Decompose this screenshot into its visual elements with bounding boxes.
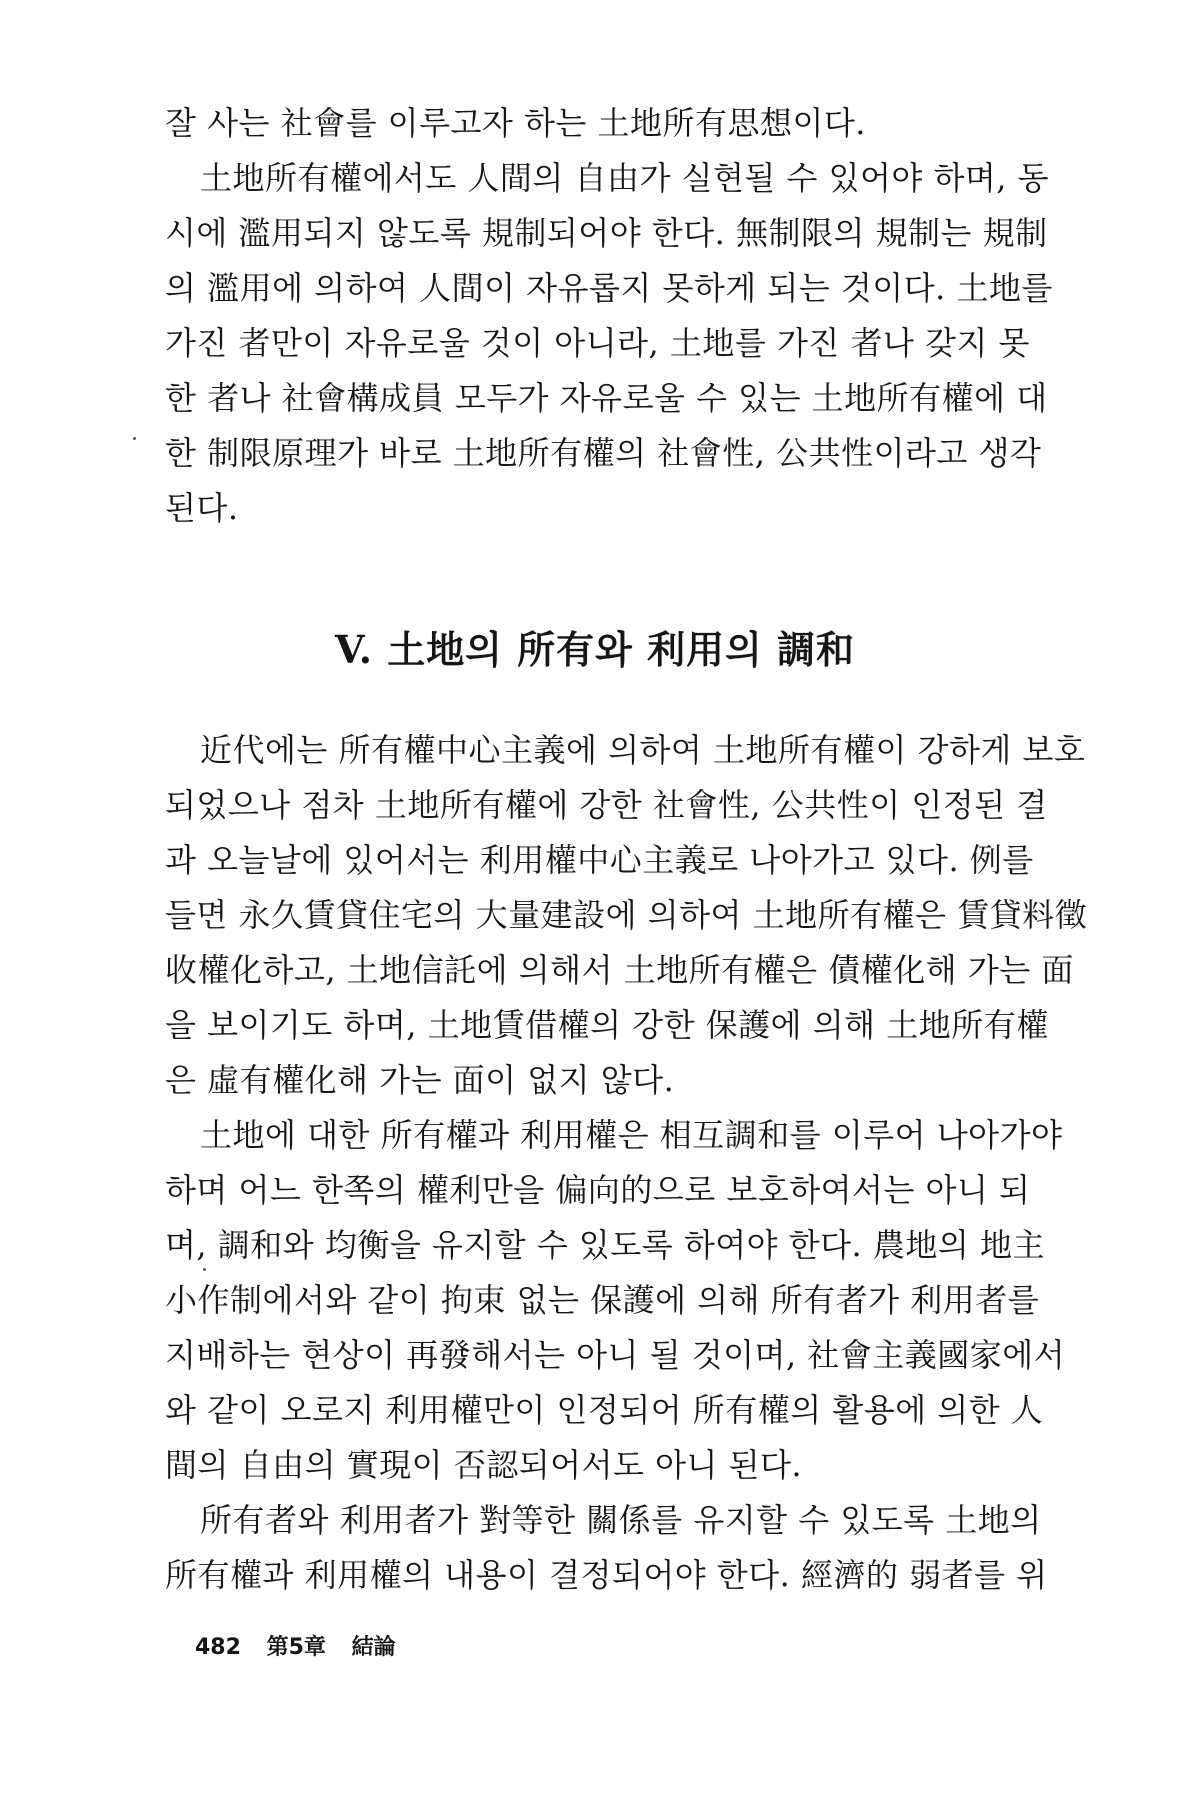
text-line: 의 濫用에 의하여 人間이 자유롭지 못하게 되는 것이다. 土地를 xyxy=(165,269,1053,307)
text-line: 小作制에서와 같이 拘束 없는 保護에 의해 所有者가 利用者를 xyxy=(165,1281,1040,1319)
text-line: 한 制限原理가 바로 土地所有權의 社會性, 公共性이라고 생각 xyxy=(165,434,1042,472)
text-line: 들면 永久賃貸住宅의 大量建設에 의하여 土地所有權은 賃貸料徵 xyxy=(165,896,1088,934)
text-line: 한 者나 社會構成員 모두가 자유로울 수 있는 土地所有權에 대 xyxy=(165,379,1048,417)
section-heading: V. 土地의 所有와 利用의 調和 xyxy=(334,627,856,672)
section-2-body xyxy=(165,723,1088,1603)
text-line: 가진 者만이 자유로울 것이 아니라, 土地를 가진 者나 갖지 못 xyxy=(165,324,1030,362)
text-line: 을 보이기도 하며, 土地賃借權의 강한 保護에 의해 土地所有權 xyxy=(165,1006,1049,1044)
section-1-body xyxy=(165,96,1053,536)
text-line: 된다. xyxy=(165,489,239,527)
text-line: 土地에 대한 所有權과 利用權은 相互調和를 이루어 나아가야 xyxy=(200,1116,1063,1154)
text-line: 은 虛有權化해 가는 面이 없지 않다. xyxy=(165,1061,675,1099)
text-line: 近代에는 所有權中心主義에 의하여 土地所有權이 강하게 보호 xyxy=(200,731,1086,769)
text-line: 와 같이 오로지 利用權만이 인정되어 所有權의 활용에 의한 人 xyxy=(165,1391,1044,1429)
scan-speck xyxy=(133,437,136,440)
text-line: 과 오늘날에 있어서는 利用權中心主義로 나아가고 있다. 例를 xyxy=(165,841,1034,879)
chapter-title: 結論 xyxy=(351,1635,396,1660)
text-line: 間의 自由의 實現이 否認되어서도 아니 된다. xyxy=(165,1446,803,1484)
text-line: 며, 調和와 均衡을 유지할 수 있도록 하여야 한다. 農地의 地主 xyxy=(165,1226,1045,1264)
scan-speck xyxy=(203,1268,206,1271)
text-line: 잘 사는 社會를 이루고자 하는 土地所有思想이다. xyxy=(165,104,866,142)
text-line: 土地所有權에서도 人間의 自由가 실현될 수 있어야 하며, 동 xyxy=(200,159,1050,197)
text-line: 收權化하고, 土地信託에 의해서 土地所有權은 債權化해 가는 面 xyxy=(165,951,1074,989)
text-line: 시에 濫用되지 않도록 規制되어야 한다. 無制限의 規制는 規制 xyxy=(165,214,1048,252)
chapter-number: 第5章 xyxy=(266,1635,326,1660)
page-footer xyxy=(195,1630,414,1661)
text-line: 所有權과 利用權의 내용이 결정되어야 한다. 經濟的 弱者를 위 xyxy=(165,1556,1048,1594)
page-number: 482 xyxy=(195,1635,241,1660)
text-line: 지배하는 현상이 再發해서는 아니 될 것이며, 社會主義國家에서 xyxy=(165,1336,1066,1374)
text-line: 하며 어느 한쪽의 權利만을 偏向的으로 보호하여서는 아니 되 xyxy=(165,1171,1031,1209)
text-line: 所有者와 利用者가 對等한 關係를 유지할 수 있도록 土地의 xyxy=(200,1501,1042,1539)
text-line: 되었으나 점차 土地所有權에 강한 社會性, 公共性이 인정된 결 xyxy=(165,786,1048,824)
